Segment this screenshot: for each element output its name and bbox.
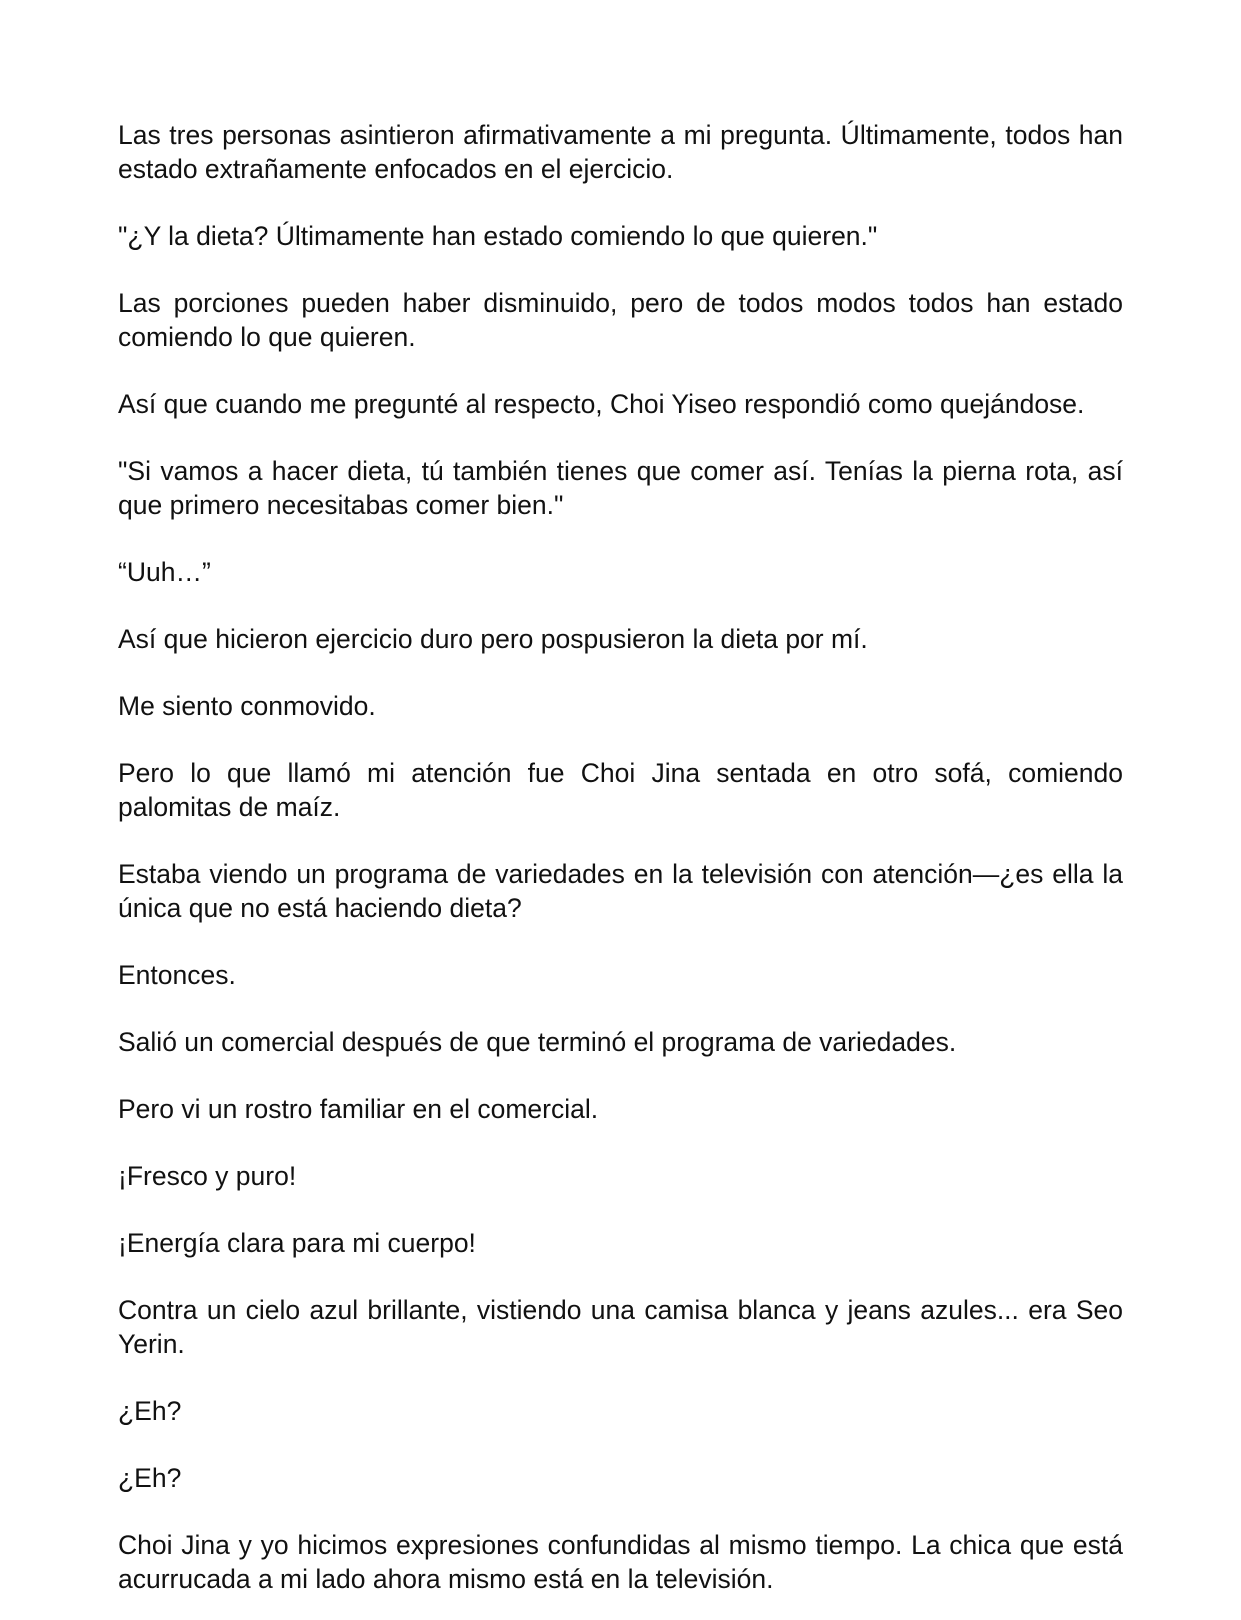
paragraph: “Uuh…” <box>118 557 211 587</box>
paragraph: "¿Y la dieta? Últimamente han estado comiendo lo que quieren." <box>118 221 878 251</box>
paragraph: Pero vi un rostro familiar en el comercial. <box>118 1094 599 1124</box>
paragraph: Las porciones pueden haber disminuido, pero de todos modos todos han estado comiendo lo que quieren. <box>118 288 1123 352</box>
paragraph: Me siento conmovido. <box>118 691 376 721</box>
paragraph: Pero lo que llamó mi atención fue Choi Jina sentada en otro sofá, comiendo palomitas de maíz. <box>118 758 1123 822</box>
paragraph: Así que hicieron ejercicio duro pero pospusieron la dieta por mí. <box>118 624 868 654</box>
paragraph: ¡Fresco y puro! <box>118 1161 297 1191</box>
paragraph: Contra un cielo azul brillante, vistiendo una camisa blanca y jeans azules... era Seo Yerin. <box>118 1295 1123 1359</box>
paragraph: "Si vamos a hacer dieta, tú también tienes que comer así. Tenías la pierna rota, así que primero necesitabas comer bien." <box>118 456 1123 520</box>
paragraph: Salió un comercial después de que terminó el programa de variedades. <box>118 1027 957 1057</box>
paragraph: Entonces. <box>118 960 236 990</box>
paragraph: Así que cuando me pregunté al respecto, Choi Yiseo respondió como quejándose. <box>118 389 1085 419</box>
paragraph: ¿Eh? <box>118 1396 182 1426</box>
paragraph: ¡Energía clara para mi cuerpo! <box>118 1228 476 1258</box>
paragraph: Las tres personas asintieron afirmativamente a mi pregunta. Últimamente, todos han estado extrañamente enfocados en el ejercicio. <box>118 120 1123 184</box>
paragraph: Estaba viendo un programa de variedades en la televisión con atención—¿es ella la única que no está haciendo dieta? <box>118 859 1123 923</box>
paragraph: Choi Jina y yo hicimos expresiones confundidas al mismo tiempo. La chica que está acurrucada a mi lado ahora mismo está en la televisión. <box>118 1530 1123 1594</box>
body-text <box>118 118 1123 1620</box>
paragraph: ¿Eh? <box>118 1463 182 1493</box>
